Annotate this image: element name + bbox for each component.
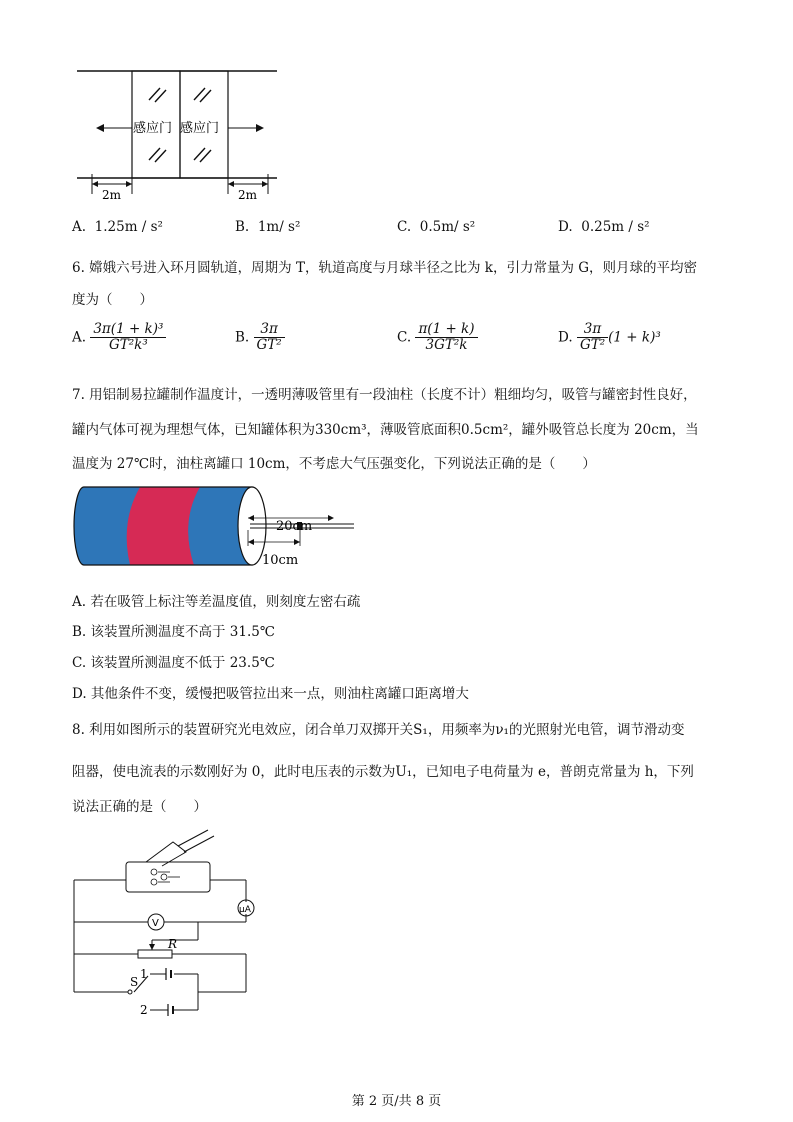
q7-option-c: C. 该装置所测温度不低于 23.5℃ xyxy=(72,655,275,671)
q8-stem-line1: 8. 利用如图所示的装置研究光电效应，闭合单刀双掷开关S₁，用频率为ν₁的光照射光电管，调节滑动变 xyxy=(72,722,685,738)
label-10cm: 10cm xyxy=(262,553,299,568)
q6-option-b: B. $\frac{3\pi}{\text{GT²}}$ xyxy=(235,322,285,353)
q5-option-c: C. 0.5m/ s² xyxy=(397,219,476,235)
voltmeter-label: V xyxy=(152,918,159,929)
q5-option-a: A. 1.25m / s² xyxy=(72,219,163,235)
door-figure xyxy=(72,62,282,202)
dim-left: 2m xyxy=(102,188,122,202)
q5-option-d: D. 0.25m / s² xyxy=(558,219,650,235)
page-footer: 第 2 页/共 8 页 xyxy=(351,1094,442,1109)
switch-label: S xyxy=(130,975,139,989)
ammeter-label: μA xyxy=(239,905,251,915)
q7-stem-line2: 罐内气体可视为理想气体，已知罐体积为330cm³，薄吸管底面积0.5cm²，罐外吸管总长度为 20cm，当 xyxy=(72,422,699,438)
q7-option-d: D. 其他条件不变，缓慢把吸管拉出来一点，则油柱离罐口距离增大 xyxy=(72,686,469,702)
q6-option-a: A. $\frac{\text{3π(1 + k)³}}{\text{GT²k³}}$ xyxy=(72,322,166,353)
label-20cm: 20cm xyxy=(276,519,313,534)
can-figure xyxy=(72,482,362,572)
q7-stem-line3: 温度为 27℃时，油柱离罐口 10cm，不考虑大气压强变化，下列说法正确的是（ ） xyxy=(72,456,596,472)
terminal-1-label: 1 xyxy=(140,967,148,981)
door-label-left: 感应门 xyxy=(133,121,173,136)
q6-stem-line1: 6. 嫦娥六号进入环月圆轨道，周期为 T，轨道高度与月球半径之比为 k，引力常量为 G，则月球的平均密 xyxy=(72,260,698,276)
q5-option-b: B. 1m/ s² xyxy=(235,219,301,235)
q8-stem-line2: 阻器，使电流表的示数刚好为 0，此时电压表的示数为U₁，已知电子电荷量为 e，普朗克常量为 h，下列 xyxy=(72,764,694,780)
circuit-figure xyxy=(68,826,268,1021)
terminal-2-label: 2 xyxy=(140,1003,148,1017)
q6-option-d: D. $\frac{3\pi}{\text{GT²}}$ (1 + k)³ xyxy=(558,321,661,353)
door-label-right: 感应门 xyxy=(180,121,220,136)
q6-stem-line2: 度为（ ） xyxy=(72,292,153,308)
q7-stem-line1: 7. 用铝制易拉罐制作温度计，一透明薄吸管里有一段油柱（长度不计）粗细均匀，吸管与罐密封性良好， xyxy=(72,387,697,403)
dim-right: 2m xyxy=(238,188,258,202)
q8-stem-line3: 说法正确的是（ ） xyxy=(72,799,207,815)
q7-option-b: B. 该装置所测温度不高于 31.5℃ xyxy=(72,624,275,640)
q7-option-a: A. 若在吸管上标注等差温度值，则刻度左密右疏 xyxy=(72,594,361,610)
q6-option-c: C. $\frac{\pi(1 + k)}{\text{3GT²k}}$ xyxy=(397,322,478,353)
resistor-label: R xyxy=(168,937,178,951)
